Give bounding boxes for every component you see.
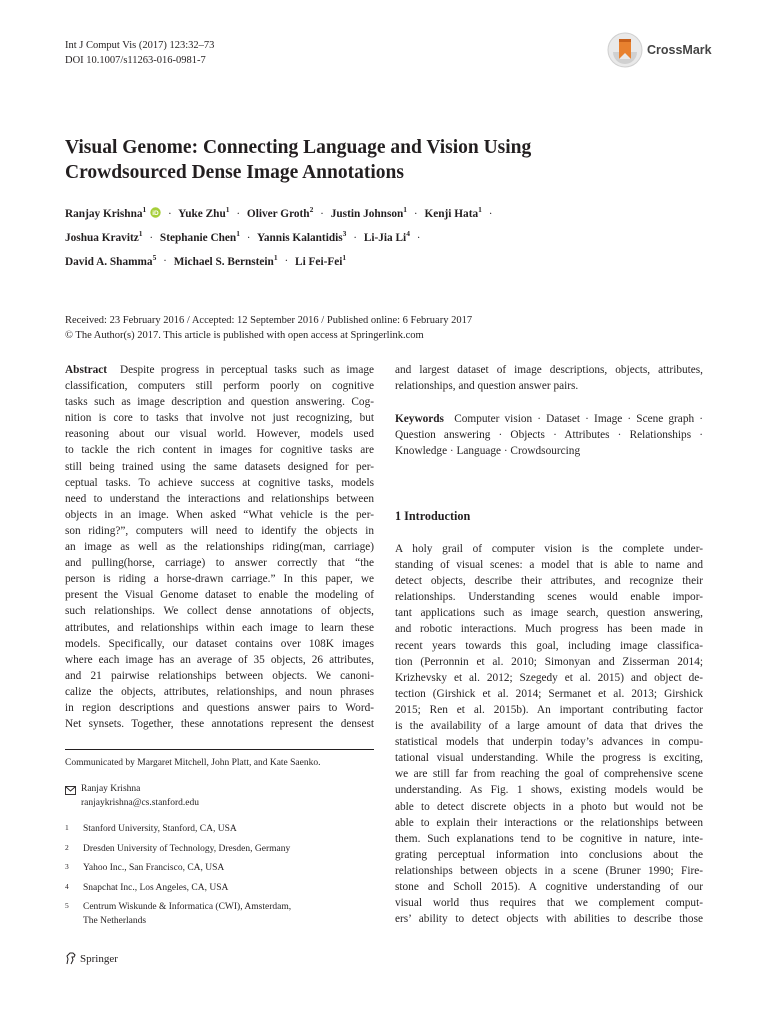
author-name[interactable]: Michael S. Bernstein xyxy=(173,255,274,268)
svg-text:iD: iD xyxy=(152,209,159,217)
affiliation-text-cont: The Netherlands xyxy=(83,915,147,926)
author-affil-sup: 1 xyxy=(342,252,347,262)
intro-line: Krizhevsky et al. 2012; Szegedy et al. 2015) and object de- xyxy=(395,671,703,684)
footnote-rule xyxy=(65,749,374,750)
affiliations xyxy=(65,823,385,928)
author-name[interactable]: Yannis Kalantidis xyxy=(256,231,343,244)
abstract-line: to tackle the rich content in images for cognitive tasks are xyxy=(65,444,374,457)
abstract-line: such relationships. We collect dense annotations of objects, xyxy=(65,605,374,618)
affiliation-item xyxy=(65,843,385,863)
crossmark-icon xyxy=(607,32,643,68)
author-name[interactable]: Li Fei-Fei xyxy=(295,255,343,268)
author-affil-sup: 1 xyxy=(478,205,482,214)
intro-line: detect objects, describe their attributes, and recognize their xyxy=(395,575,703,588)
author-name[interactable]: Yuke Zhu xyxy=(178,207,226,220)
author-name[interactable]: Justin Johnson xyxy=(330,207,404,220)
abstract-line: calize the objects, attributes, relationships, and noun phrases xyxy=(65,685,374,698)
intro-line: able to explain their interactions or the relationships between xyxy=(395,816,703,829)
author-separator: · xyxy=(320,207,324,220)
author-separator: · xyxy=(488,207,493,220)
abstract-line: models. Specifically, our dataset contains over 108K images xyxy=(65,637,374,650)
intro-line: A holy grail of computer vision is the complete under- xyxy=(395,543,703,555)
author-list xyxy=(65,200,685,271)
affiliation-text: Centrum Wiskunde & Informatica (CWI), Amsterdam, xyxy=(83,902,292,912)
abstract-line: attributes, and relationships within each image to learn these xyxy=(65,621,374,634)
author-separator: · xyxy=(149,231,154,244)
author-affil-sup: 1 xyxy=(403,205,408,214)
intro-line: standing of visual scenes: a model that is able to name and xyxy=(395,559,703,572)
abstract-line: objects in an image. When asked “What vehicle is the per- xyxy=(65,508,374,521)
intro-line: grating perceptual information into conclusions about the xyxy=(395,848,703,861)
intro-line: tant applications such as image search, question answering, xyxy=(395,607,703,620)
intro-line: is the availability of a large amount of data that drives the xyxy=(395,720,703,733)
intro-line: tection (Girshick et al. 2014; Sermanet et al. 2013; Girshick xyxy=(395,687,703,700)
intro-line: tational visual understanding. While the progress is exciting, xyxy=(395,752,703,765)
intro-line: understanding. As Fig. 1 shows, existing models would be xyxy=(395,784,703,797)
author-separator: · xyxy=(163,255,167,268)
intro-line: 2015; Ren et al. 2015b). An important contributing factor xyxy=(395,703,703,716)
author-separator: · xyxy=(284,255,289,268)
crossmark-label: CrossMark xyxy=(647,43,712,57)
abstract-line: and pulling(horse, carriage) to answer correctly that “the xyxy=(65,557,374,570)
abstract-continued xyxy=(395,362,703,394)
keywords-line: Keywords Computer vision · Dataset · Image · Scene graph · xyxy=(395,413,703,425)
intro-line: and robotic interactions. Much progress has been made in xyxy=(395,623,703,636)
author-affil-sup: 1 xyxy=(225,205,230,214)
affiliation-item xyxy=(65,862,385,882)
abstract-line: person is riding a horse-drawn carriage.” In this paper, we xyxy=(65,573,374,586)
publication-dates xyxy=(65,313,472,343)
abstract-line: and 21 pairwise relationships between objects. We canoni- xyxy=(65,669,374,682)
abstract xyxy=(65,362,374,732)
abstract-line: ceptual tasks. To achieve success at cognitive tasks, models xyxy=(65,476,374,489)
abstract-line: need to understand the interactions and relationships between xyxy=(65,492,374,505)
abstract-line: still being trained using the same datasets designed for per- xyxy=(65,460,374,473)
section-heading: 1 Introduction xyxy=(395,509,471,523)
author-name[interactable]: Joshua Kravitz xyxy=(65,231,139,244)
intro-line: ers’ ability to detect objects with abilities to describe those xyxy=(395,913,703,926)
affiliation-item xyxy=(65,901,385,928)
author-affil-sup: 1 xyxy=(236,228,240,238)
affiliation-number: 3 xyxy=(65,862,69,871)
journal-citation: Int J Comput Vis (2017) 123:32–73 xyxy=(65,40,215,51)
abstract-line: Abstract Despite progress in perceptual tasks such as image xyxy=(65,364,374,376)
abstract-line: Net synsets. Together, these annotations represent the densest xyxy=(65,718,374,731)
intro-line: able to detect discrete objects in a photo but would not be xyxy=(395,800,703,813)
abstract-line: tasks such as image description and question answering. Cog- xyxy=(65,396,374,409)
author-affil-sup: 1 xyxy=(138,228,143,238)
keywords-line: Knowledge · Language · Crowdsourcing xyxy=(395,445,581,458)
title-line-1: Visual Genome: Connecting Language and Vision Using xyxy=(65,137,532,158)
author-separator: · xyxy=(167,207,172,220)
intro-line: relationships. Understanding scenes would enable impor- xyxy=(395,591,703,604)
title-line-2: Crowdsourced Dense Image Annotations xyxy=(65,162,404,183)
author-name[interactable]: Stephanie Chen xyxy=(159,231,237,244)
author-line-1 xyxy=(65,200,685,224)
envelope-icon xyxy=(65,786,76,795)
intro-line: stone and Scholl 2015). A cognitive understanding of our xyxy=(395,880,703,893)
crossmark-badge[interactable] xyxy=(607,32,712,68)
author-affil-sup: 5 xyxy=(152,252,157,262)
author-separator: · xyxy=(246,231,251,244)
affiliation-item xyxy=(65,823,385,843)
keywords xyxy=(395,411,703,459)
intro-line: statistical models that underpin today’s advances in compu- xyxy=(395,736,703,749)
corresponding-email[interactable]: ranjaykrishna@cs.stanford.edu xyxy=(81,797,199,808)
abstract-cont-line: relationships, and question answer pairs. xyxy=(395,380,579,393)
affiliation-text: Snapchat Inc., Los Angeles, CA, USA xyxy=(83,882,229,893)
affiliation-number: 2 xyxy=(65,842,69,852)
introduction-body xyxy=(395,541,703,927)
author-separator: · xyxy=(353,231,357,244)
dates-line: Received: 23 February 2016 / Accepted: 12 September 2016 / Published online: 6 February 2017 xyxy=(65,315,473,326)
intro-line: relationships between objects in a scene (Bruner 1990; Fire- xyxy=(395,864,703,877)
affiliation-text: Stanford University, Stanford, CA, USA xyxy=(83,824,237,834)
abstract-line: reasoning about our visual world. However, models used xyxy=(65,428,374,441)
intro-line: tion (Perronnin et al. 2010; Simonyan and Zisserman 2014; xyxy=(395,655,703,668)
author-separator: · xyxy=(413,207,418,220)
abstract-heading: Abstract xyxy=(65,364,108,376)
publisher-footer xyxy=(65,952,118,965)
paper-title xyxy=(65,135,531,185)
intro-line: them. Such explanations tend to be cognitive in nature, inte- xyxy=(395,832,703,845)
abstract-line: an image as well as the relationships riding(man, carriage) xyxy=(65,541,374,554)
abstract-cont-line: and largest dataset of image descriptions, objects, attributes, xyxy=(395,364,703,376)
author-name[interactable]: Li-Jia Li xyxy=(363,231,407,244)
keywords-line: Question answering · Objects · Attributes · Relationships · xyxy=(395,429,703,442)
abstract-line: classification, computers still perform poorly on cognitive xyxy=(65,380,374,393)
springer-horse-icon xyxy=(65,952,77,965)
publisher-name: Springer xyxy=(80,952,118,965)
author-name[interactable]: David A. Shamma xyxy=(65,255,153,268)
affiliation-text: Yahoo Inc., San Francisco, CA, USA xyxy=(83,863,225,873)
corresponding-author xyxy=(65,783,385,810)
affiliation-item xyxy=(65,882,385,902)
intro-line: recent years towards this goal, including image classifica- xyxy=(395,639,703,652)
affiliation-number: 4 xyxy=(65,881,69,891)
keywords-heading: Keywords xyxy=(395,413,444,425)
author-name[interactable]: Oliver Groth xyxy=(246,207,310,220)
author-line-2 xyxy=(65,224,685,248)
abstract-line: in region descriptions and questions answer pairs to Word- xyxy=(65,701,374,714)
author-affil-sup: 1 xyxy=(273,252,278,262)
author-line-3 xyxy=(65,248,685,272)
doi[interactable]: DOI 10.1007/s11263-016-0981-7 xyxy=(65,55,206,66)
abstract-line: where each image has an average of 35 objects, 26 attributes, xyxy=(65,653,374,666)
corresponding-name: Ranjay Krishna xyxy=(81,784,141,794)
affiliation-text: Dresden University of Technology, Dresden, Germany xyxy=(83,843,291,854)
abstract-line: nition is core to tasks that involve not just recognizing, but xyxy=(65,412,374,425)
license-line: © The Author(s) 2017. This article is published with open access at Springerlink.com xyxy=(65,330,424,341)
author-name[interactable]: Kenji Hata xyxy=(424,207,479,220)
affiliation-number: 1 xyxy=(65,823,69,832)
author-name[interactable]: Ranjay Krishna xyxy=(65,207,143,220)
author-affil-sup: 2 xyxy=(309,205,314,214)
affiliation-number: 5 xyxy=(65,901,69,910)
author-affil-sup: 3 xyxy=(342,228,347,238)
abstract-line: son riding?”, computers will need to identify the objects in xyxy=(65,524,374,537)
intro-line: we are still far from reaching the goal of comprehensive scene xyxy=(395,768,703,781)
author-separator: · xyxy=(236,207,241,220)
orcid-icon[interactable] xyxy=(150,207,161,218)
author-affil-sup: 1 xyxy=(142,205,147,214)
abstract-line: present the Visual Genome dataset to enable the modeling of xyxy=(65,589,374,602)
author-affil-sup: 4 xyxy=(406,228,410,238)
communicated-by: Communicated by Margaret Mitchell, John Platt, and Kate Saenko. xyxy=(65,758,321,768)
author-separator: · xyxy=(416,231,421,244)
intro-line: visual world thus requires that we complement comput- xyxy=(395,897,703,910)
